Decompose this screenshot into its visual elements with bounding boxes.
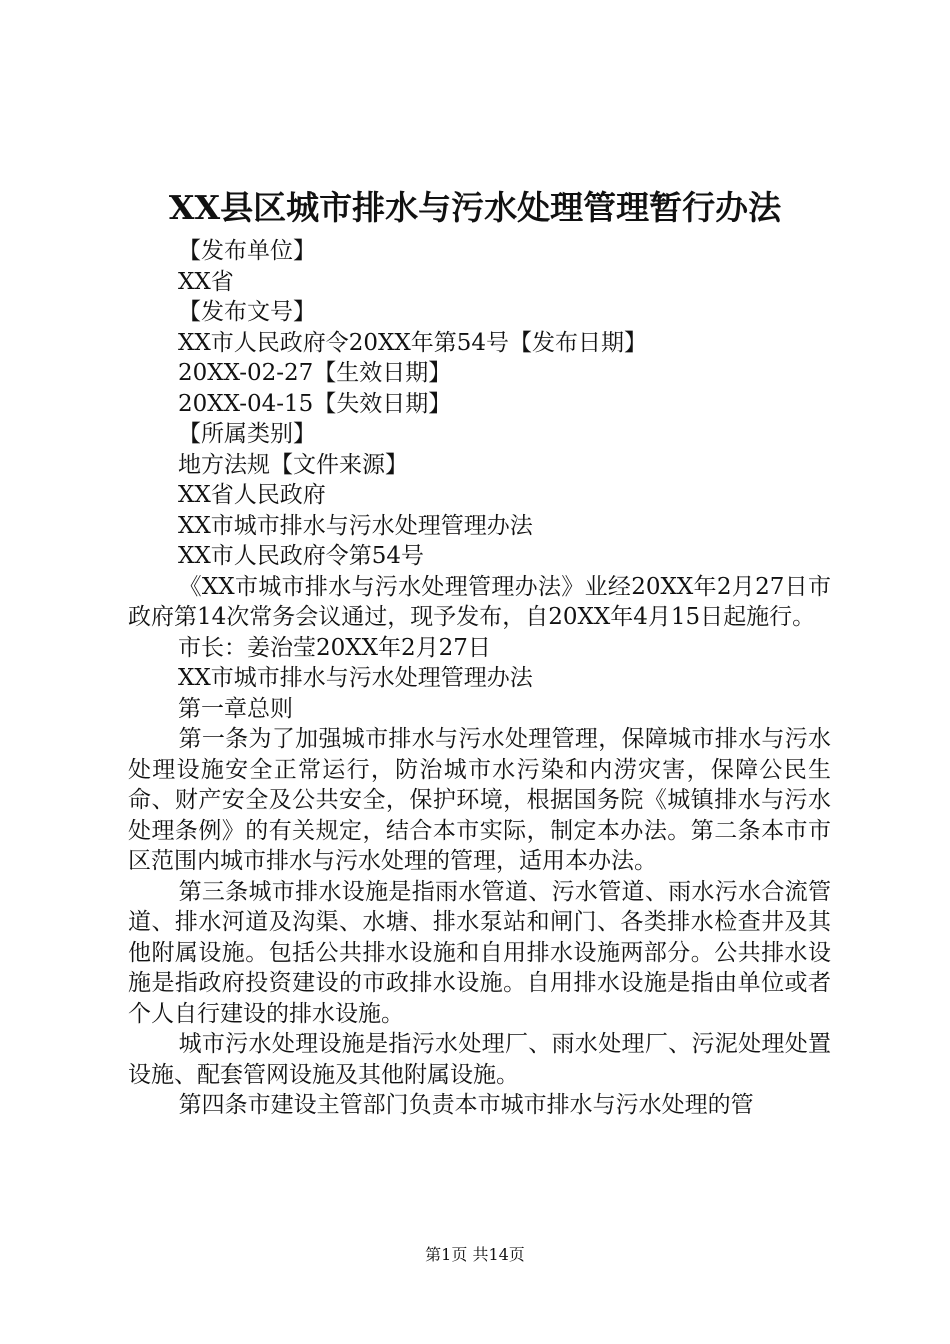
article-paragraph: 第四条市建设主管部门负责本市城市排水与污水处理的管	[178, 1092, 754, 1118]
meta-line: XX省人民政府	[178, 482, 326, 508]
page-footer: 第1页 共14页	[425, 1245, 525, 1264]
meta-line: XX市人民政府令20XX年第54号【发布日期】	[178, 329, 648, 356]
chapter-heading: 第一章总则	[178, 695, 293, 722]
article-paragraph: 城市污水处理设施是指污水处理厂、雨水处理厂、污泥处理处置设施、配套管网设施及其他附属设施。	[128, 1031, 831, 1088]
document-body	[128, 236, 831, 1121]
signature-line: 市长：姜治莹20XX年2月27日	[178, 634, 491, 661]
article-paragraph: 第三条城市排水设施是指雨水管道、污水管道、雨水污水合流管道、排水河道及沟渠、水塘、排水泵站和闸门、各类排水检查井及其他附属设施。包括公共排水设施和自用排水设施两部分。公共排水设施是指政府投资建设的市政排水设施。自用排水设施是指由单位或者个人自行建设的排水设施。	[128, 878, 831, 1027]
article-paragraph: 第一条为了加强城市排水与污水处理管理，保障城市排水与污水处理设施安全正常运行，防治城市水污染和内涝灾害，保障公民生命、财产安全及公共安全，保护环境，根据国务院《城镇排水与污水处理条例》的有关规定，结合本市实际，制定本办法。第二条本市市区范围内城市排水与污水处理的管理，适用本办法。	[128, 726, 831, 874]
announcement-paragraph: 《XX市城市排水与污水处理管理办法》业经20XX年2月27日市政府第14次常务会议通过，现予发布，自20XX年4月15日起施行。	[128, 573, 831, 630]
meta-line: 地方法规【文件来源】	[178, 451, 408, 478]
meta-line: 20XX-04-15【失效日期】	[178, 390, 452, 417]
meta-line: XX市城市排水与污水处理管理办法	[178, 512, 533, 539]
document-title: XX县区城市排水与污水处理管理暂行办法	[168, 188, 782, 227]
meta-line: 【发布文号】	[178, 299, 316, 325]
meta-line: 【发布单位】	[178, 238, 316, 264]
meta-line: XX市人民政府令第54号	[178, 543, 425, 569]
meta-line: 【所属类别】	[178, 421, 316, 447]
meta-line: 20XX-02-27【生效日期】	[178, 360, 452, 386]
meta-line: XX省	[178, 268, 234, 295]
signature-line: XX市城市排水与污水处理管理办法	[178, 665, 533, 691]
